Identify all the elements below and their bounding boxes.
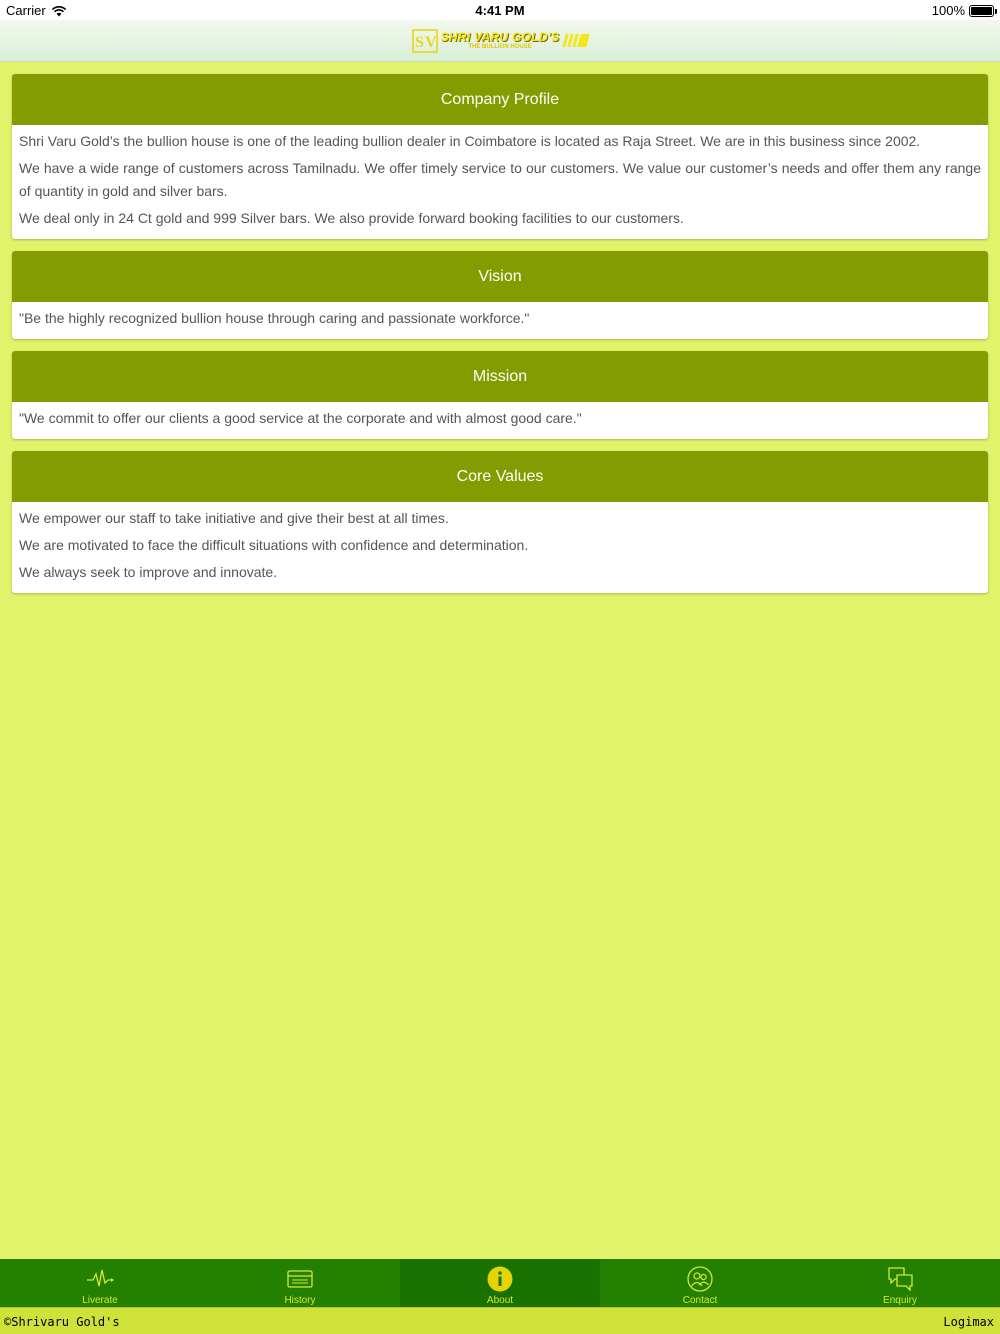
carrier-label: Carrier — [6, 3, 46, 18]
tab-about[interactable] — [400, 1259, 600, 1307]
status-bar — [0, 0, 1000, 20]
tab-label: Enquiry — [883, 1295, 917, 1306]
card-paragraph: We deal only in 24 Ct gold and 999 Silver bars. We also provide forward booking facilities to our customers. — [19, 210, 684, 226]
copyright-text: ©Shrivaru Gold's — [4, 1315, 120, 1329]
svg-text:S: S — [414, 33, 424, 51]
battery-percent: 100% — [931, 3, 965, 18]
logo-subtitle: THE BULLION HOUSE — [468, 44, 532, 50]
company-profile-card — [12, 74, 988, 239]
card-title: Core Values — [12, 451, 988, 502]
card-title: Mission — [12, 351, 988, 402]
card-title: Company Profile — [12, 74, 988, 125]
info-icon — [485, 1264, 515, 1294]
history-card-icon — [285, 1264, 315, 1294]
logo-bars-icon — [564, 34, 588, 47]
vendor-credit: Logimax — [943, 1315, 994, 1329]
card-paragraph: "We commit to offer our clients a good service at the corporate and with almost good care." — [19, 410, 582, 426]
nav-header — [0, 20, 1000, 62]
tab-bar — [0, 1259, 1000, 1307]
card-paragraph: We always seek to improve and innovate. — [19, 564, 278, 580]
mission-card — [12, 351, 988, 439]
card-paragraph: Shri Varu Gold’s the bullion house is one of the leading bullion dealer in Coimbatore is located as Raja Street. We are in this business since 2002. — [19, 133, 921, 149]
svg-text:V: V — [424, 33, 437, 51]
tab-enquiry[interactable] — [800, 1259, 1000, 1307]
card-title: Vision — [12, 251, 988, 302]
contact-people-icon — [685, 1264, 715, 1294]
brand-logo — [412, 29, 589, 53]
about-content — [12, 74, 988, 605]
tab-liverate[interactable] — [0, 1259, 200, 1307]
footer-bar — [0, 1307, 1000, 1334]
pulse-icon — [85, 1264, 115, 1294]
chat-bubbles-icon — [885, 1264, 915, 1294]
status-time: 4:41 PM — [475, 3, 525, 18]
battery-icon — [969, 5, 994, 17]
logo-monogram-icon — [412, 29, 438, 53]
card-paragraph: We are motivated to face the difficult situations with confidence and determination. — [19, 537, 529, 553]
card-paragraph: "Be the highly recognized bullion house through caring and passionate workforce." — [19, 310, 530, 326]
tab-label: About — [486, 1295, 514, 1306]
vision-card — [12, 251, 988, 339]
tab-label: Contact — [682, 1295, 718, 1306]
battery-status — [932, 3, 994, 18]
core-values-card — [12, 451, 988, 593]
logo-title: SHRI VARU GOLD'S — [440, 30, 560, 44]
card-paragraph: We have a wide range of customers across Tamilnadu. We offer timely service to our customers. We value our customer’s needs and offer them any range of quantity in gold and silver bars. — [19, 160, 981, 199]
card-paragraph: We empower our staff to take initiative and give their best at all times. — [19, 510, 449, 526]
tab-label: Liverate — [82, 1295, 118, 1306]
tab-contact[interactable] — [600, 1259, 800, 1307]
tab-label: History — [284, 1295, 316, 1306]
tab-history[interactable] — [200, 1259, 400, 1307]
